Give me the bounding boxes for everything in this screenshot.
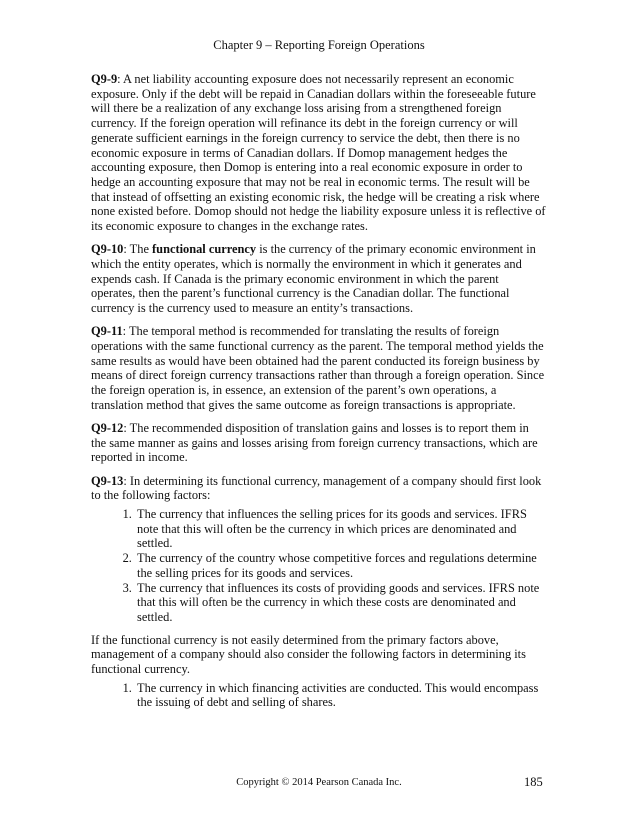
answer-q9-10 (91, 242, 546, 316)
page-header: Chapter 9 – Reporting Foreign Operations (213, 38, 425, 52)
question-label: Q9-12 (91, 420, 124, 435)
footer-copyright: Copyright © 2014 Pearson Canada Inc. (236, 777, 402, 788)
answer-text: is the currency of the primary economic environment in which the entity operates, which is normally the environment in which it generates and expends cash. If Canada is the primary economic environment in which the parent operates, then the parent’s functional currency is the Canadian dollar. The functional currency is the currency used to measure an entity’s transactions. (91, 242, 536, 316)
answer-q9-12 (91, 421, 546, 465)
list-item: 3. The currency that influences its costs of providing goods and services. IFRS note that this will often be the currency in which these costs are denominated and settled. (135, 581, 546, 625)
answer-q9-11 (91, 324, 546, 412)
answer-text: : The temporal method is recommended for translating the results of foreign operations with the same functional currency as the parent. The temporal method yields the same results as would have been obtained had the parent conducted its foreign business by means of direct foreign currency transactions rather than through a foreign operation. Since the foreign operation is, in essence, an extension of the parent’s own operations, a translation method that gives the same outcome as foreign transactions is appropriate. (91, 324, 545, 412)
question-label: Q9-11 (91, 324, 123, 339)
answer-text-lead: : The (123, 242, 153, 257)
answer-q9-9 (91, 72, 546, 234)
question-label: Q9-10 (91, 242, 124, 257)
page-number: 185 (524, 775, 543, 789)
list-item: 2. The currency of the country whose competitive forces and regulations determine the selling prices for its goods and services. (135, 551, 546, 580)
answer-text: : In determining its functional currency, management of a company should first look to the following factors: (91, 473, 542, 503)
primary-factors-list (91, 507, 546, 625)
question-label: Q9-9 (91, 72, 118, 86)
secondary-factors-intro: If the functional currency is not easily determined from the primary factors above, management of a company should also consider the following factors in determining its functional currency. (91, 632, 526, 677)
list-item: 1. The currency in which financing activities are conducted. This would encompass the issuing of debt and selling of shares. (135, 681, 546, 710)
list-item: 1. The currency that influences the selling prices for its goods and services. IFRS note that this will often be the currency in which prices are denominated and settled. (135, 507, 546, 551)
question-label: Q9-13 (91, 473, 124, 488)
answer-q9-13 (91, 474, 546, 503)
answer-text: : A net liability accounting exposure does not necessarily represent an economic exposure. Only if the debt will be repaid in Canadian dollars within the foreseeable future will there be a realization of any exchange loss arising from a strengthened foreign currency. If the foreign operation will refinance its debt in the foreign currency or will generate sufficient earnings in the foreign currency to service the debt, then there is no economic exposure in terms of Canadian dollars. If Domop management hedges the accounting exposure, then Domop is entering into a real economic exposure in order to hedge an accounting exposure that may not be real in economic terms. The result will be that instead of offsetting an existing economic risk, the hedge will be creating a risk where none existed before. Domop should not hedge the liability exposure unless it is reflective of its economic exposure to changes in the exchange rates. (91, 72, 546, 234)
answer-text: : The recommended disposition of translation gains and losses is to report them in the same manner as gains and losses arising from foreign currency transactions, which are reported in income. (91, 420, 538, 465)
secondary-factors-list (91, 681, 546, 710)
document-body (91, 72, 546, 718)
key-term: functional currency (152, 242, 257, 257)
